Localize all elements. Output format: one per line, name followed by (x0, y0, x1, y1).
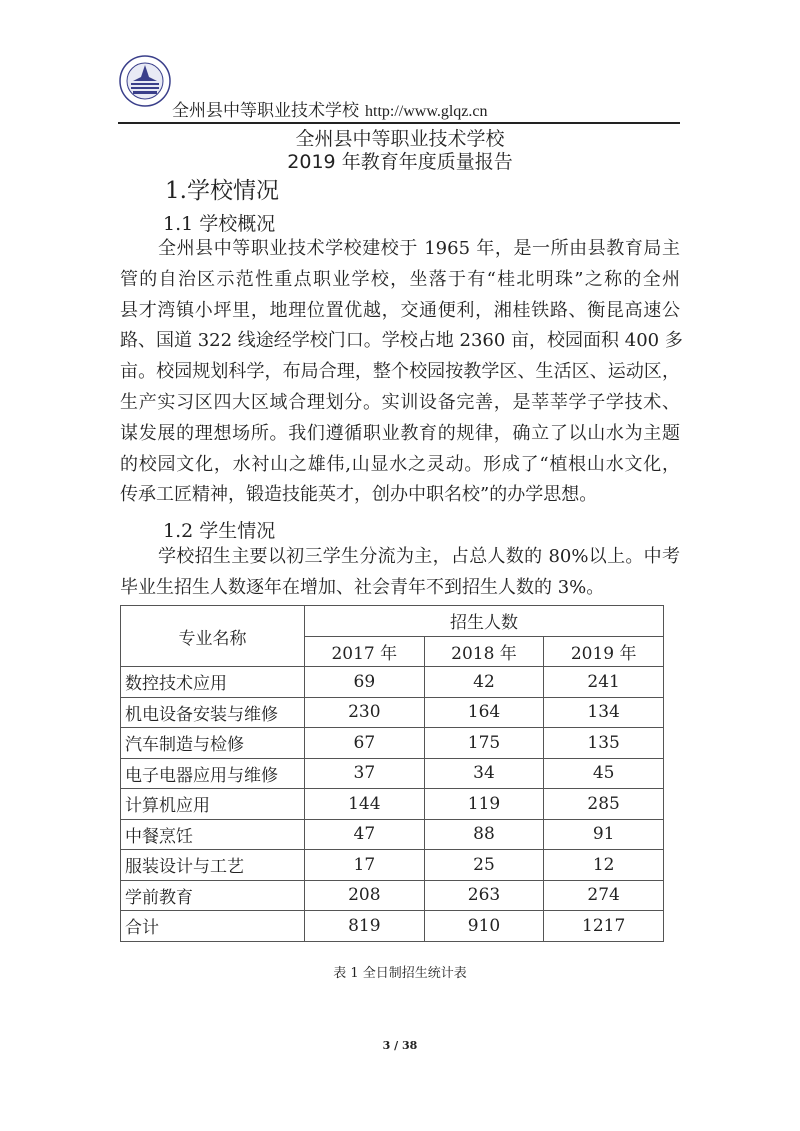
table-row (121, 728, 664, 759)
enrollment-count: 285 (544, 789, 664, 820)
enrollment-count: 12 (544, 850, 664, 881)
header-major-name: 专业名称 (121, 606, 305, 667)
major-name: 数控技术应用 (121, 667, 305, 698)
running-header (172, 96, 488, 121)
enrollment-count: 37 (305, 758, 425, 789)
text-line: 谋发展的理想场所。我们遵循职业教育的规律，确立了以山水为主题 (120, 422, 680, 444)
enrollment-count: 1217 (544, 911, 664, 942)
enrollment-count: 274 (544, 880, 664, 911)
major-name: 机电设备安装与维修 (121, 697, 305, 728)
text-line: 传承工匠精神，锻造技能英才，创办中职名校”的办学思想。 (120, 484, 598, 506)
major-name: 电子电器应用与维修 (121, 758, 305, 789)
table-row (121, 819, 664, 850)
enrollment-count: 175 (424, 728, 544, 759)
enrollment-count: 69 (305, 667, 425, 698)
major-name: 学前教育 (121, 880, 305, 911)
enrollment-count: 230 (305, 697, 425, 728)
school-logo (119, 55, 171, 107)
enrollment-count: 263 (424, 880, 544, 911)
enrollment-count: 42 (424, 667, 544, 698)
header-year: 2017 年 (305, 636, 425, 667)
header-enrollment: 招生人数 (305, 606, 664, 637)
page-number: 3 / 38 (382, 1039, 418, 1052)
text-line: 生产实习区四大区域合理划分。实训设备完善，是莘莘学子学技术、 (120, 392, 680, 413)
header-year: 2019 年 (544, 636, 664, 667)
header-year: 2018 年 (424, 636, 544, 667)
major-name: 服装设计与工艺 (121, 850, 305, 881)
enrollment-count: 241 (544, 667, 664, 698)
section-heading-1-2: 1.2 学生情况 (163, 520, 276, 542)
major-name: 合计 (121, 911, 305, 942)
table-row (121, 911, 664, 942)
table-row (121, 758, 664, 789)
enrollment-count: 819 (305, 911, 425, 942)
document-title-line2: 2019 年教育年度质量报告 (287, 151, 513, 173)
major-name: 计算机应用 (121, 789, 305, 820)
enrollment-count: 91 (544, 819, 664, 850)
enrollment-count: 67 (305, 728, 425, 759)
enrollment-count: 144 (305, 789, 425, 820)
enrollment-count: 208 (305, 880, 425, 911)
table-caption: 表 1 全日制招生统计表 (333, 966, 467, 981)
enrollment-count: 34 (424, 758, 544, 789)
enrollment-count: 164 (424, 697, 544, 728)
text-line: 的校园文化，水衬山之雄伟,山显水之灵动。形成了“植根山水文化， (120, 453, 680, 475)
major-name: 中餐烹饪 (121, 819, 305, 850)
enrollment-count: 25 (424, 850, 544, 881)
text-line: 毕业生招生人数逐年在增加、社会青年不到招生人数的 3%。 (120, 576, 605, 598)
text-line: 全州县中等职业技术学校建校于 1965 年，是一所由县教育局主 (158, 238, 680, 259)
table-row (121, 667, 664, 698)
enrollment-count: 134 (544, 697, 664, 728)
enrollment-table (120, 605, 664, 942)
table-row (121, 789, 664, 820)
header-url: http://www.glqz.cn (365, 103, 488, 120)
enrollment-count: 47 (305, 819, 425, 850)
table-row (121, 850, 664, 881)
text-line: 亩。校园规划科学，布局合理，整个校园按教学区、生活区、运动区， (120, 361, 680, 383)
text-line: 管的自治区示范性重点职业学校，坐落于有“桂北明珠”之称的全州 (120, 268, 680, 290)
enrollment-count: 135 (544, 728, 664, 759)
enrollment-count: 17 (305, 850, 425, 881)
text-line: 县才湾镇小坪里，地理位置优越，交通便利，湘桂铁路、衡昆高速公 (120, 299, 680, 321)
text-line: 学校招生主要以初三学生分流为主，占总人数的 80%以上。中考 (158, 546, 680, 567)
header-school-name: 全州县中等职业技术学校 (172, 101, 359, 121)
document-title-line1: 全州县中等职业技术学校 (295, 128, 505, 150)
section-heading-1-1: 1.1 学校概况 (163, 213, 276, 235)
section-heading-1: 1.学校情况 (165, 178, 279, 204)
enrollment-count: 910 (424, 911, 544, 942)
text-line: 路、国道 322 线途经学校门口。学校占地 2360 亩，校园面积 400 多 (120, 330, 683, 352)
table-row (121, 697, 664, 728)
enrollment-count: 88 (424, 819, 544, 850)
enrollment-count: 119 (424, 789, 544, 820)
table-row (121, 880, 664, 911)
major-name: 汽车制造与检修 (121, 728, 305, 759)
enrollment-count: 45 (544, 758, 664, 789)
